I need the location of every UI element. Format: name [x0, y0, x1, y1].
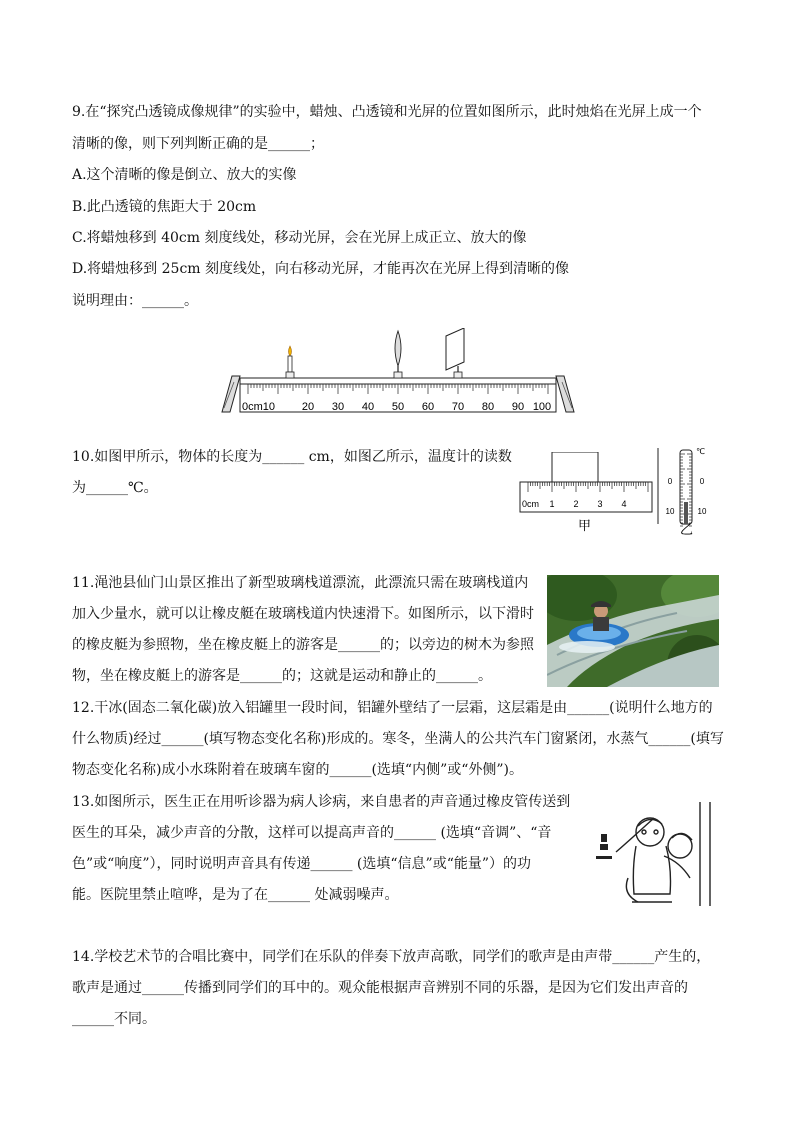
q9-option-b: B.此凸透镜的焦距大于 20cm — [72, 199, 257, 215]
candle — [286, 346, 294, 378]
q11-line2: 加入少量水，就可以让橡皮艇在玻璃栈道内快速滑下。如图所示，以下滑时 — [72, 606, 534, 622]
q14-line3: ______不同。 — [72, 1011, 156, 1027]
thermometer-figure — [656, 444, 718, 536]
bench-tick-label: 20 — [301, 401, 315, 413]
bench-tick-label: 50 — [391, 401, 405, 413]
q12-line1: 12.干冰(固态二氧化碳)放入铝罐里一段时间，铝罐外壁结了一层霜，这层霜是由______(说明什么地方的 — [72, 700, 713, 716]
thermo-label: 10 — [665, 507, 675, 516]
ruler-figure — [518, 452, 654, 534]
caption-jia: 甲 — [578, 518, 592, 533]
q13-line4: 能。医院里禁止喧哗，是为了在______ 处减弱噪声。 — [72, 887, 399, 903]
bench-rail — [240, 378, 556, 384]
thermo-unit: ℃ — [696, 447, 705, 456]
measured-object — [552, 452, 598, 482]
bench-tick-label: 60 — [421, 401, 435, 413]
caption-yi: 乙 — [680, 522, 694, 536]
q12-line2: 什么物质)经过______(填写物态变化名称)形成的。寒冬，坐满人的公共汽车门窗紧闭，水蒸气______(填写 — [72, 731, 724, 747]
q9-line1: 9.在“探究凸透镜成像规律”的实验中，蜡烛、凸透镜和光屏的位置如图所示，此时烛焰在光屏上成一个 — [72, 104, 702, 120]
q12-line3: 物态变化名称)成小水珠附着在玻璃车窗的______(选填“内侧”或“外侧”)。 — [72, 762, 524, 778]
bench-tick-label: 100 — [532, 401, 552, 413]
q13-line3: 色”或“响度”），同时说明声音具有传递______ (选填“信息”或“能量”）的功 — [72, 856, 532, 872]
ruler-label: 1 — [549, 499, 555, 509]
thermo-label: 0 — [667, 477, 673, 486]
convex-lens — [394, 331, 402, 378]
bench-tick-label: 70 — [451, 401, 465, 413]
ruler-label: 4 — [621, 499, 627, 509]
q9-reason: 说明理由：______。 — [72, 293, 198, 309]
bench-tick-label: 0cm10 — [242, 401, 276, 413]
thermo-label: 10 — [697, 507, 707, 516]
q11-line1: 11.渑池县仙门山景区推出了新型玻璃栈道漂流，此漂流只需在玻璃栈道内 — [72, 575, 529, 591]
q9-option-c: C.将蜡烛移到 40cm 刻度线处，移动光屏，会在光屏上成正立、放大的像 — [72, 230, 527, 246]
bench-tick-label: 40 — [361, 401, 375, 413]
q9-line2: 清晰的像，则下列判断正确的是______； — [72, 136, 324, 152]
q11-line3: 的橡皮艇为参照物，坐在橡皮艇上的游客是______的；以旁边的树木为参照 — [72, 637, 534, 653]
doctor-stethoscope-sketch — [592, 798, 722, 910]
ruler-label: 2 — [573, 499, 579, 509]
ruler-label: 0cm — [522, 499, 540, 509]
q10-line1: 10.如图甲所示，物体的长度为______ cm，如图乙所示，温度计的读数 — [72, 449, 512, 465]
q13-line2: 医生的耳朵，减少声音的分散，这样可以提高声音的______ (选填“音调”、“音 — [72, 825, 552, 841]
thermometer-liquid — [684, 502, 688, 524]
q14-line2: 歌声是通过______传播到同学们的耳中的。观众能根据声音辨别不同的乐器，是因为它们发出声音的 — [72, 980, 688, 996]
q9-option-d: D.将蜡烛移到 25cm 刻度线处，向右移动光屏，才能再次在光屏上得到清晰的像 — [72, 261, 570, 277]
bench-tick-label: 30 — [331, 401, 345, 413]
q11-line4: 物，坐在橡皮艇上的游客是______的；这就是运动和静止的______。 — [72, 668, 492, 684]
optical-bench-figure — [218, 328, 578, 416]
bench-tick-label: 90 — [511, 401, 525, 413]
q14-line1: 14.学校艺术节的合唱比赛中，同学们在乐队的伴奏下放声高歌，同学们的歌声是由声带______产生的， — [72, 949, 711, 965]
q13-line1: 13.如图所示，医生正在用听诊器为病人诊病，来自患者的声音通过橡皮管传送到 — [72, 794, 571, 810]
light-screen — [446, 328, 464, 378]
q10-line2: 为______℃。 — [72, 480, 158, 496]
thermo-label: 0 — [699, 477, 705, 486]
ruler-label: 3 — [597, 499, 603, 509]
bench-tick-label: 80 — [481, 401, 495, 413]
q9-option-a: A.这个清晰的像是倒立、放大的实像 — [72, 167, 297, 183]
glass-slide-photo — [547, 575, 719, 687]
